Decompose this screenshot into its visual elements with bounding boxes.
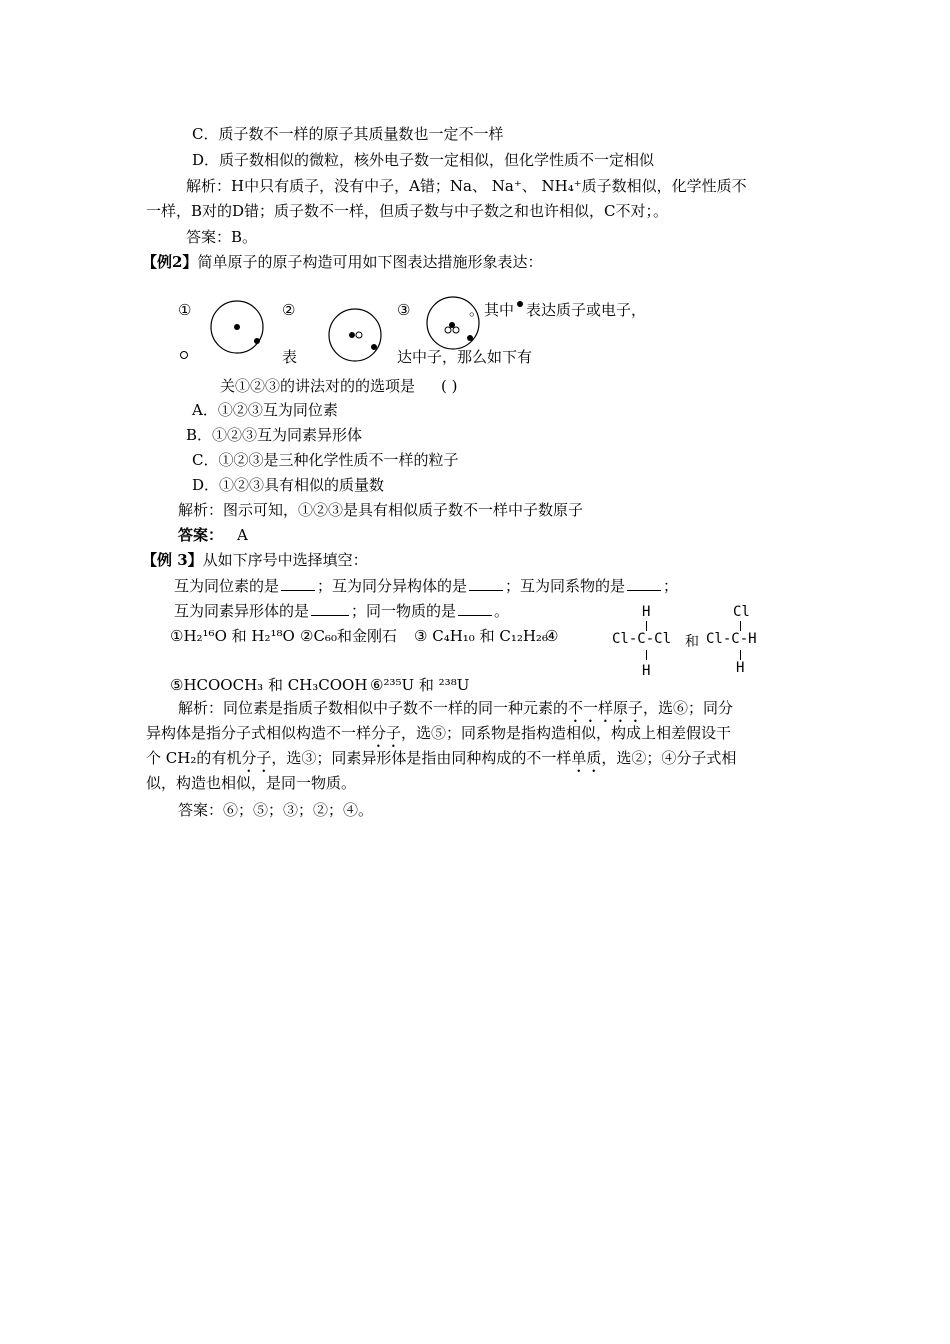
ex2-analysis: 解析：图示可知，①②③是具有相似质子数不一样中子数原子 [178, 501, 584, 519]
ex2-option-a: A．①②③互为同位素 [192, 401, 338, 419]
ex2-question [220, 376, 458, 396]
ex1-answer: 答案：B。 [186, 228, 258, 246]
bond-left-top [646, 621, 647, 631]
ex3-q5-end: 。 [494, 602, 510, 620]
ex2-desc-b2: 达中子，那么如下有 [397, 348, 533, 366]
struct-left-mid: Cl-C-Cl [612, 631, 672, 647]
ex3-item-4: ④ [545, 627, 559, 645]
ex2-option-d: D．①②③具有相似的质量数 [192, 476, 385, 494]
struct-and: 和 [685, 634, 699, 650]
blank-allotrope [311, 601, 349, 616]
ex2-paren: ( ) [441, 377, 458, 395]
struct-right-mid: Cl-C-H [706, 631, 757, 647]
ex2-num-3: ③ [397, 301, 411, 319]
ex2-desc-a [469, 300, 646, 320]
ex3-q3-end: ； [663, 577, 679, 595]
an1b: 不一样原子 [568, 699, 644, 717]
struct-right-top: Cl [733, 604, 750, 620]
an3c: ，选③；同素异形体是指由同种构成的不一样 [271, 749, 572, 767]
ex3-q-isomer: ；互为同分异构体的是 [317, 577, 468, 595]
an2b: 分子 [371, 724, 402, 742]
ex3-question-line1 [174, 576, 678, 596]
ex2-desc-b1: 表 [282, 348, 298, 366]
ex3-q-homolog: ；互为同系物的是 [505, 577, 626, 595]
struct-right-bot: H [736, 660, 745, 676]
an3e: ，选②；④分子式相 [601, 749, 737, 767]
blank-same [458, 601, 492, 616]
an3a: 个 CH₂的有机 [146, 749, 242, 767]
an2c: ，选⑤；同系物是指构造相似，构成上相差假设干 [401, 724, 732, 742]
bond-right-top [740, 621, 741, 631]
ex3-analysis-line2 [146, 723, 731, 751]
ex1-option-d: D．质子数相似的微粒，核外电子数一定相似，但化学性质不一定相似 [192, 151, 655, 169]
ex2-desc-a2: 表达质子或电子， [526, 301, 647, 319]
bond-right-bot [740, 650, 741, 660]
an1c: ，选⑥；同分 [643, 699, 734, 717]
ex3-title: 从如下序号中选择填空： [202, 551, 368, 569]
ex1-analysis-line1: 解析：H中只有质子，没有中子，A错；Na、 Na⁺、 NH₄⁺质子数相似，化学性质不 [186, 177, 747, 195]
an3d: 单质 [571, 749, 602, 767]
blank-homolog [627, 576, 661, 591]
ex3-answer: 答案：⑥；⑤；③；②；④。 [178, 801, 374, 819]
blank-isomer [469, 576, 503, 591]
ex3-item-6: ⑥²³⁵U 和 ²³⁸U [370, 676, 470, 694]
ex2-option-b: B．①②③互为同素异形体 [186, 426, 363, 444]
ex3-question-line2 [174, 601, 509, 621]
ex2-option-c: C．①②③是三种化学性质不一样的粒子 [192, 451, 459, 469]
ex2-answer-line [178, 525, 248, 545]
hollow-dot-icon [178, 349, 190, 361]
struct-left-top: H [642, 604, 651, 620]
an1a: 解析：同位素是指质子数相似中子数不一样的同一种元素的 [178, 699, 569, 717]
ex3-item-1: ①H₂¹⁶O 和 H₂¹⁸O [170, 627, 295, 645]
ex2-answer: A [237, 526, 248, 544]
ex2-label: 【例2】 [142, 253, 198, 271]
ex2-answer-label: 答案： [178, 526, 224, 544]
ex3-label: 【例 3】 [142, 551, 203, 569]
ex3-heading [142, 550, 368, 570]
ex3-q-isotope: 互为同位素的是 [174, 577, 280, 595]
ex3-q-same: ；同一物质的是 [351, 602, 457, 620]
atom-diagram-2 [324, 306, 388, 366]
struct-left-bot: H [642, 663, 651, 679]
ex3-analysis-line1 [178, 698, 733, 726]
ex3-analysis-line4: 似，构造也相似，是同一物质。 [146, 774, 357, 792]
ex3-item-5: ⑤HCOOCH₃ 和 CH₃COOH [170, 676, 368, 694]
filled-dot-icon [515, 300, 525, 312]
ex3-item-3: ③ C₄H₁₀ 和 C₁₂H₂₆ [414, 627, 548, 645]
an3b: 分子 [241, 749, 272, 767]
ex1-analysis-line2: 一样，B对的D错；质子数不一样，但质子数与中子数之和也许相似，C不对；。 [146, 202, 669, 220]
ex3-analysis-line3 [146, 748, 736, 776]
ex2-num-2: ② [282, 301, 296, 319]
ex2-num-1: ① [178, 301, 192, 319]
structural-formulas [612, 604, 772, 680]
ex2-desc-a1: 。其中 [469, 301, 515, 319]
blank-isotope [281, 576, 315, 591]
ex2-heading [142, 252, 542, 272]
ex1-option-c: C．质子数不一样的原子其质量数也一定不一样 [192, 125, 504, 143]
ex2-desc-c: 关①②③的讲法对的的选项是 [220, 377, 416, 395]
ex3-item-2: ②C₆₀和金刚石 [300, 627, 397, 645]
bond-left-bot [646, 650, 647, 660]
atom-diagram-1 [206, 298, 270, 358]
an2a: 异构体是指分子式相似构造不一样 [146, 724, 372, 742]
ex3-q-allotrope: 互为同素异形体的是 [174, 602, 310, 620]
ex2-title: 简单原子的原子构造可用如下图表达措施形象表达： [197, 253, 543, 271]
